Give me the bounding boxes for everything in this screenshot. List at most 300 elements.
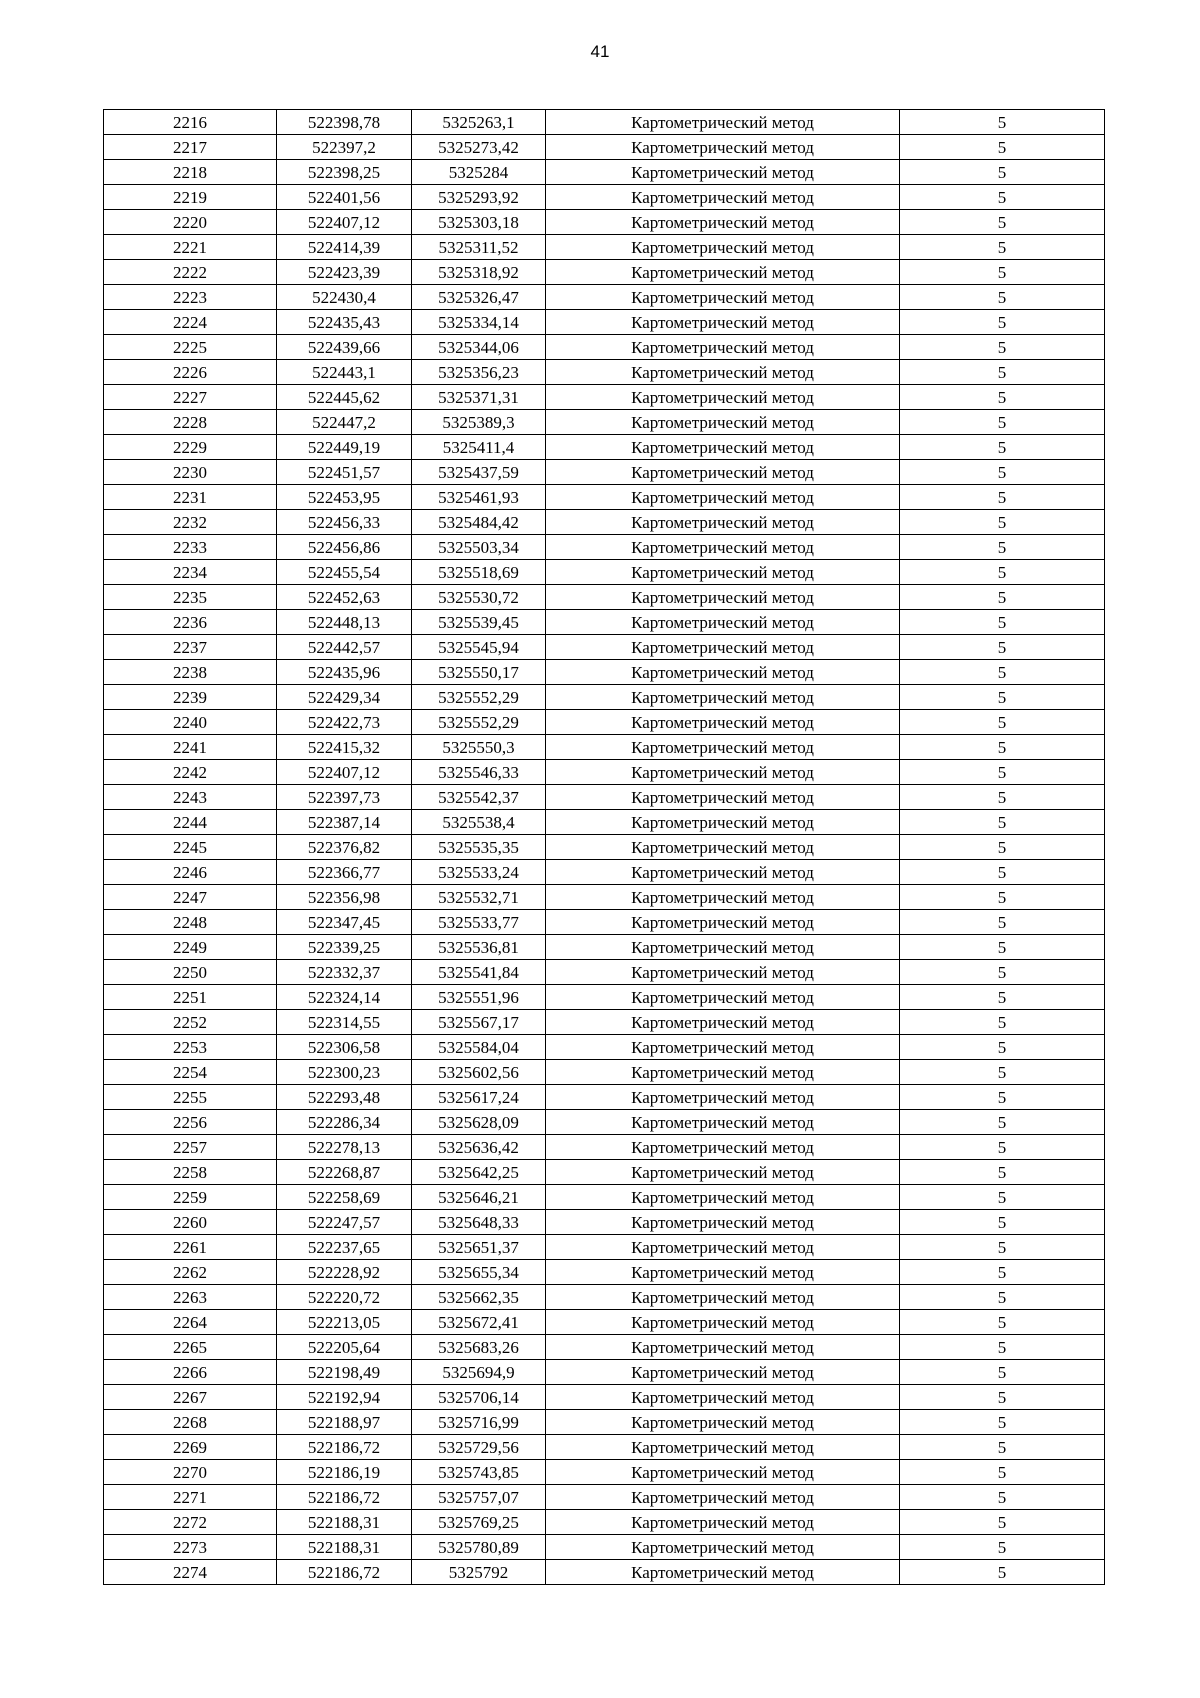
method-cell: Картометрический метод xyxy=(546,260,900,285)
y-coordinate-cell: 5325550,17 xyxy=(412,660,546,685)
method-cell: Картометрический метод xyxy=(546,785,900,810)
table-row xyxy=(104,185,1105,210)
accuracy-cell: 5 xyxy=(900,410,1105,435)
table-row xyxy=(104,135,1105,160)
method-cell: Картометрический метод xyxy=(546,1035,900,1060)
table-row xyxy=(104,435,1105,460)
accuracy-cell: 5 xyxy=(900,1260,1105,1285)
table-row xyxy=(104,1135,1105,1160)
x-coordinate-cell: 522220,72 xyxy=(277,1285,412,1310)
y-coordinate-cell: 5325655,34 xyxy=(412,1260,546,1285)
method-cell: Картометрический метод xyxy=(546,1310,900,1335)
y-coordinate-cell: 5325541,84 xyxy=(412,960,546,985)
accuracy-cell: 5 xyxy=(900,1310,1105,1335)
method-cell: Картометрический метод xyxy=(546,1185,900,1210)
accuracy-cell: 5 xyxy=(900,785,1105,810)
method-cell: Картометрический метод xyxy=(546,635,900,660)
x-coordinate-cell: 522278,13 xyxy=(277,1135,412,1160)
point-number-cell: 2235 xyxy=(104,585,277,610)
accuracy-cell: 5 xyxy=(900,1285,1105,1310)
accuracy-cell: 5 xyxy=(900,835,1105,860)
point-number-cell: 2270 xyxy=(104,1460,277,1485)
table-row xyxy=(104,1510,1105,1535)
accuracy-cell: 5 xyxy=(900,360,1105,385)
point-number-cell: 2233 xyxy=(104,535,277,560)
method-cell: Картометрический метод xyxy=(546,1085,900,1110)
table-row xyxy=(104,585,1105,610)
accuracy-cell: 5 xyxy=(900,585,1105,610)
table-row xyxy=(104,1010,1105,1035)
x-coordinate-cell: 522268,87 xyxy=(277,1160,412,1185)
y-coordinate-cell: 5325636,42 xyxy=(412,1135,546,1160)
method-cell: Картометрический метод xyxy=(546,1560,900,1585)
x-coordinate-cell: 522332,37 xyxy=(277,960,412,985)
accuracy-cell: 5 xyxy=(900,660,1105,685)
point-number-cell: 2248 xyxy=(104,910,277,935)
x-coordinate-cell: 522452,63 xyxy=(277,585,412,610)
x-coordinate-cell: 522376,82 xyxy=(277,835,412,860)
accuracy-cell: 5 xyxy=(900,760,1105,785)
method-cell: Картометрический метод xyxy=(546,435,900,460)
accuracy-cell: 5 xyxy=(900,985,1105,1010)
point-number-cell: 2229 xyxy=(104,435,277,460)
table-row xyxy=(104,1410,1105,1435)
point-number-cell: 2236 xyxy=(104,610,277,635)
point-number-cell: 2265 xyxy=(104,1335,277,1360)
method-cell: Картометрический метод xyxy=(546,810,900,835)
y-coordinate-cell: 5325792 xyxy=(412,1560,546,1585)
method-cell: Картометрический метод xyxy=(546,110,900,135)
point-number-cell: 2262 xyxy=(104,1260,277,1285)
x-coordinate-cell: 522397,2 xyxy=(277,135,412,160)
method-cell: Картометрический метод xyxy=(546,535,900,560)
table-row xyxy=(104,535,1105,560)
point-number-cell: 2273 xyxy=(104,1535,277,1560)
y-coordinate-cell: 5325503,34 xyxy=(412,535,546,560)
y-coordinate-cell: 5325617,24 xyxy=(412,1085,546,1110)
table-row xyxy=(104,710,1105,735)
method-cell: Картометрический метод xyxy=(546,1285,900,1310)
y-coordinate-cell: 5325584,04 xyxy=(412,1035,546,1060)
accuracy-cell: 5 xyxy=(900,1185,1105,1210)
point-number-cell: 2250 xyxy=(104,960,277,985)
method-cell: Картометрический метод xyxy=(546,1510,900,1535)
table-row xyxy=(104,735,1105,760)
accuracy-cell: 5 xyxy=(900,1160,1105,1185)
accuracy-cell: 5 xyxy=(900,260,1105,285)
method-cell: Картометрический метод xyxy=(546,910,900,935)
x-coordinate-cell: 522387,14 xyxy=(277,810,412,835)
y-coordinate-cell: 5325550,3 xyxy=(412,735,546,760)
method-cell: Картометрический метод xyxy=(546,1135,900,1160)
accuracy-cell: 5 xyxy=(900,210,1105,235)
x-coordinate-cell: 522453,95 xyxy=(277,485,412,510)
table-row xyxy=(104,285,1105,310)
table-row xyxy=(104,660,1105,685)
x-coordinate-cell: 522456,33 xyxy=(277,510,412,535)
method-cell: Картометрический метод xyxy=(546,210,900,235)
accuracy-cell: 5 xyxy=(900,1435,1105,1460)
method-cell: Картометрический метод xyxy=(546,710,900,735)
point-number-cell: 2231 xyxy=(104,485,277,510)
method-cell: Картометрический метод xyxy=(546,410,900,435)
method-cell: Картометрический метод xyxy=(546,460,900,485)
x-coordinate-cell: 522188,31 xyxy=(277,1510,412,1535)
point-number-cell: 2230 xyxy=(104,460,277,485)
y-coordinate-cell: 5325536,81 xyxy=(412,935,546,960)
table-row xyxy=(104,1060,1105,1085)
y-coordinate-cell: 5325311,52 xyxy=(412,235,546,260)
y-coordinate-cell: 5325539,45 xyxy=(412,610,546,635)
accuracy-cell: 5 xyxy=(900,810,1105,835)
x-coordinate-cell: 522398,78 xyxy=(277,110,412,135)
y-coordinate-cell: 5325602,56 xyxy=(412,1060,546,1085)
y-coordinate-cell: 5325356,23 xyxy=(412,360,546,385)
table-row xyxy=(104,985,1105,1010)
table-row xyxy=(104,910,1105,935)
table-row xyxy=(104,360,1105,385)
y-coordinate-cell: 5325518,69 xyxy=(412,560,546,585)
method-cell: Картометрический метод xyxy=(546,1360,900,1385)
accuracy-cell: 5 xyxy=(900,485,1105,510)
x-coordinate-cell: 522192,94 xyxy=(277,1385,412,1410)
y-coordinate-cell: 5325344,06 xyxy=(412,335,546,360)
y-coordinate-cell: 5325642,25 xyxy=(412,1160,546,1185)
accuracy-cell: 5 xyxy=(900,235,1105,260)
accuracy-cell: 5 xyxy=(900,1335,1105,1360)
y-coordinate-cell: 5325437,59 xyxy=(412,460,546,485)
y-coordinate-cell: 5325780,89 xyxy=(412,1535,546,1560)
accuracy-cell: 5 xyxy=(900,1410,1105,1435)
table-row xyxy=(104,1485,1105,1510)
point-number-cell: 2269 xyxy=(104,1435,277,1460)
method-cell: Картометрический метод xyxy=(546,1235,900,1260)
table-row xyxy=(104,685,1105,710)
point-number-cell: 2242 xyxy=(104,760,277,785)
method-cell: Картометрический метод xyxy=(546,985,900,1010)
y-coordinate-cell: 5325694,9 xyxy=(412,1360,546,1385)
table-row xyxy=(104,935,1105,960)
x-coordinate-cell: 522347,45 xyxy=(277,910,412,935)
x-coordinate-cell: 522247,57 xyxy=(277,1210,412,1235)
accuracy-cell: 5 xyxy=(900,385,1105,410)
accuracy-cell: 5 xyxy=(900,910,1105,935)
point-number-cell: 2246 xyxy=(104,860,277,885)
accuracy-cell: 5 xyxy=(900,285,1105,310)
page-number: 41 xyxy=(590,42,610,61)
table-row xyxy=(104,960,1105,985)
method-cell: Картометрический метод xyxy=(546,485,900,510)
x-coordinate-cell: 522339,25 xyxy=(277,935,412,960)
x-coordinate-cell: 522422,73 xyxy=(277,710,412,735)
point-number-cell: 2258 xyxy=(104,1160,277,1185)
y-coordinate-cell: 5325411,4 xyxy=(412,435,546,460)
point-number-cell: 2267 xyxy=(104,1385,277,1410)
accuracy-cell: 5 xyxy=(900,1210,1105,1235)
y-coordinate-cell: 5325326,47 xyxy=(412,285,546,310)
y-coordinate-cell: 5325538,4 xyxy=(412,810,546,835)
method-cell: Картометрический метод xyxy=(546,835,900,860)
y-coordinate-cell: 5325567,17 xyxy=(412,1010,546,1035)
table-row xyxy=(104,860,1105,885)
point-number-cell: 2263 xyxy=(104,1285,277,1310)
x-coordinate-cell: 522188,31 xyxy=(277,1535,412,1560)
point-number-cell: 2220 xyxy=(104,210,277,235)
x-coordinate-cell: 522213,05 xyxy=(277,1310,412,1335)
x-coordinate-cell: 522186,72 xyxy=(277,1485,412,1510)
y-coordinate-cell: 5325706,14 xyxy=(412,1385,546,1410)
accuracy-cell: 5 xyxy=(900,310,1105,335)
method-cell: Картометрический метод xyxy=(546,1485,900,1510)
y-coordinate-cell: 5325552,29 xyxy=(412,710,546,735)
method-cell: Картометрический метод xyxy=(546,510,900,535)
x-coordinate-cell: 522442,57 xyxy=(277,635,412,660)
x-coordinate-cell: 522435,96 xyxy=(277,660,412,685)
x-coordinate-cell: 522430,4 xyxy=(277,285,412,310)
accuracy-cell: 5 xyxy=(900,435,1105,460)
table-row xyxy=(104,1085,1105,1110)
x-coordinate-cell: 522306,58 xyxy=(277,1035,412,1060)
y-coordinate-cell: 5325293,92 xyxy=(412,185,546,210)
accuracy-cell: 5 xyxy=(900,560,1105,585)
method-cell: Картометрический метод xyxy=(546,235,900,260)
method-cell: Картометрический метод xyxy=(546,1535,900,1560)
point-number-cell: 2216 xyxy=(104,110,277,135)
method-cell: Картометрический метод xyxy=(546,660,900,685)
y-coordinate-cell: 5325303,18 xyxy=(412,210,546,235)
x-coordinate-cell: 522439,66 xyxy=(277,335,412,360)
table-row xyxy=(104,1560,1105,1585)
method-cell: Картометрический метод xyxy=(546,1060,900,1085)
y-coordinate-cell: 5325334,14 xyxy=(412,310,546,335)
point-number-cell: 2272 xyxy=(104,1510,277,1535)
table-row xyxy=(104,1260,1105,1285)
y-coordinate-cell: 5325729,56 xyxy=(412,1435,546,1460)
y-coordinate-cell: 5325628,09 xyxy=(412,1110,546,1135)
point-number-cell: 2264 xyxy=(104,1310,277,1335)
accuracy-cell: 5 xyxy=(900,1235,1105,1260)
accuracy-cell: 5 xyxy=(900,1560,1105,1585)
accuracy-cell: 5 xyxy=(900,185,1105,210)
x-coordinate-cell: 522451,57 xyxy=(277,460,412,485)
point-number-cell: 2239 xyxy=(104,685,277,710)
x-coordinate-cell: 522448,13 xyxy=(277,610,412,635)
x-coordinate-cell: 522205,64 xyxy=(277,1335,412,1360)
table-row xyxy=(104,1285,1105,1310)
accuracy-cell: 5 xyxy=(900,1035,1105,1060)
y-coordinate-cell: 5325648,33 xyxy=(412,1210,546,1235)
method-cell: Картометрический метод xyxy=(546,1410,900,1435)
point-number-cell: 2222 xyxy=(104,260,277,285)
accuracy-cell: 5 xyxy=(900,1460,1105,1485)
point-number-cell: 2221 xyxy=(104,235,277,260)
x-coordinate-cell: 522237,65 xyxy=(277,1235,412,1260)
accuracy-cell: 5 xyxy=(900,535,1105,560)
point-number-cell: 2217 xyxy=(104,135,277,160)
table-row xyxy=(104,785,1105,810)
point-number-cell: 2218 xyxy=(104,160,277,185)
method-cell: Картометрический метод xyxy=(546,1335,900,1360)
table-row xyxy=(104,1235,1105,1260)
accuracy-cell: 5 xyxy=(900,110,1105,135)
table-row xyxy=(104,760,1105,785)
method-cell: Картометрический метод xyxy=(546,685,900,710)
x-coordinate-cell: 522188,97 xyxy=(277,1410,412,1435)
point-number-cell: 2257 xyxy=(104,1135,277,1160)
x-coordinate-cell: 522366,77 xyxy=(277,860,412,885)
point-number-cell: 2238 xyxy=(104,660,277,685)
y-coordinate-cell: 5325389,3 xyxy=(412,410,546,435)
x-coordinate-cell: 522314,55 xyxy=(277,1010,412,1035)
point-number-cell: 2254 xyxy=(104,1060,277,1085)
table-row xyxy=(104,1035,1105,1060)
point-number-cell: 2260 xyxy=(104,1210,277,1235)
x-coordinate-cell: 522397,73 xyxy=(277,785,412,810)
table-row xyxy=(104,335,1105,360)
accuracy-cell: 5 xyxy=(900,1385,1105,1410)
accuracy-cell: 5 xyxy=(900,610,1105,635)
y-coordinate-cell: 5325551,96 xyxy=(412,985,546,1010)
table-row xyxy=(104,235,1105,260)
point-number-cell: 2227 xyxy=(104,385,277,410)
method-cell: Картометрический метод xyxy=(546,1385,900,1410)
y-coordinate-cell: 5325716,99 xyxy=(412,1410,546,1435)
accuracy-cell: 5 xyxy=(900,735,1105,760)
point-number-cell: 2241 xyxy=(104,735,277,760)
accuracy-cell: 5 xyxy=(900,460,1105,485)
point-number-cell: 2252 xyxy=(104,1010,277,1035)
table-row xyxy=(104,1210,1105,1235)
y-coordinate-cell: 5325683,26 xyxy=(412,1335,546,1360)
x-coordinate-cell: 522455,54 xyxy=(277,560,412,585)
point-number-cell: 2259 xyxy=(104,1185,277,1210)
y-coordinate-cell: 5325546,33 xyxy=(412,760,546,785)
x-coordinate-cell: 522401,56 xyxy=(277,185,412,210)
accuracy-cell: 5 xyxy=(900,1085,1105,1110)
x-coordinate-cell: 522398,25 xyxy=(277,160,412,185)
table-row xyxy=(104,610,1105,635)
y-coordinate-cell: 5325662,35 xyxy=(412,1285,546,1310)
x-coordinate-cell: 522445,62 xyxy=(277,385,412,410)
y-coordinate-cell: 5325757,07 xyxy=(412,1485,546,1510)
accuracy-cell: 5 xyxy=(900,135,1105,160)
point-number-cell: 2247 xyxy=(104,885,277,910)
table-row xyxy=(104,160,1105,185)
table-row xyxy=(104,560,1105,585)
accuracy-cell: 5 xyxy=(900,1135,1105,1160)
point-number-cell: 2243 xyxy=(104,785,277,810)
method-cell: Картометрический метод xyxy=(546,1260,900,1285)
table-row xyxy=(104,1360,1105,1385)
y-coordinate-cell: 5325263,1 xyxy=(412,110,546,135)
point-number-cell: 2268 xyxy=(104,1410,277,1435)
method-cell: Картометрический метод xyxy=(546,360,900,385)
x-coordinate-cell: 522407,12 xyxy=(277,760,412,785)
y-coordinate-cell: 5325743,85 xyxy=(412,1460,546,1485)
x-coordinate-cell: 522286,34 xyxy=(277,1110,412,1135)
accuracy-cell: 5 xyxy=(900,710,1105,735)
table-row xyxy=(104,460,1105,485)
x-coordinate-cell: 522186,72 xyxy=(277,1435,412,1460)
table-row xyxy=(104,835,1105,860)
table-row xyxy=(104,1185,1105,1210)
y-coordinate-cell: 5325371,31 xyxy=(412,385,546,410)
y-coordinate-cell: 5325552,29 xyxy=(412,685,546,710)
x-coordinate-cell: 522447,2 xyxy=(277,410,412,435)
method-cell: Картометрический метод xyxy=(546,1010,900,1035)
x-coordinate-cell: 522293,48 xyxy=(277,1085,412,1110)
y-coordinate-cell: 5325535,35 xyxy=(412,835,546,860)
y-coordinate-cell: 5325651,37 xyxy=(412,1235,546,1260)
table-row xyxy=(104,310,1105,335)
point-number-cell: 2253 xyxy=(104,1035,277,1060)
accuracy-cell: 5 xyxy=(900,1360,1105,1385)
point-number-cell: 2261 xyxy=(104,1235,277,1260)
y-coordinate-cell: 5325769,25 xyxy=(412,1510,546,1535)
x-coordinate-cell: 522356,98 xyxy=(277,885,412,910)
table-row xyxy=(104,110,1105,135)
table-row xyxy=(104,510,1105,535)
coordinates-table xyxy=(103,109,1105,1585)
method-cell: Картометрический метод xyxy=(546,285,900,310)
x-coordinate-cell: 522443,1 xyxy=(277,360,412,385)
table-row xyxy=(104,885,1105,910)
point-number-cell: 2223 xyxy=(104,285,277,310)
table-row xyxy=(104,635,1105,660)
x-coordinate-cell: 522414,39 xyxy=(277,235,412,260)
x-coordinate-cell: 522429,34 xyxy=(277,685,412,710)
x-coordinate-cell: 522415,32 xyxy=(277,735,412,760)
point-number-cell: 2228 xyxy=(104,410,277,435)
y-coordinate-cell: 5325532,71 xyxy=(412,885,546,910)
x-coordinate-cell: 522435,43 xyxy=(277,310,412,335)
table-row xyxy=(104,1335,1105,1360)
y-coordinate-cell: 5325545,94 xyxy=(412,635,546,660)
point-number-cell: 2225 xyxy=(104,335,277,360)
accuracy-cell: 5 xyxy=(900,1110,1105,1135)
point-number-cell: 2232 xyxy=(104,510,277,535)
table-row xyxy=(104,1435,1105,1460)
method-cell: Картометрический метод xyxy=(546,935,900,960)
method-cell: Картометрический метод xyxy=(546,610,900,635)
method-cell: Картометрический метод xyxy=(546,760,900,785)
table-row xyxy=(104,1310,1105,1335)
method-cell: Картометрический метод xyxy=(546,860,900,885)
point-number-cell: 2234 xyxy=(104,560,277,585)
table-row xyxy=(104,810,1105,835)
method-cell: Картометрический метод xyxy=(546,1110,900,1135)
method-cell: Картометрический метод xyxy=(546,1460,900,1485)
accuracy-cell: 5 xyxy=(900,885,1105,910)
x-coordinate-cell: 522186,72 xyxy=(277,1560,412,1585)
y-coordinate-cell: 5325461,93 xyxy=(412,485,546,510)
accuracy-cell: 5 xyxy=(900,1510,1105,1535)
y-coordinate-cell: 5325484,42 xyxy=(412,510,546,535)
point-number-cell: 2255 xyxy=(104,1085,277,1110)
accuracy-cell: 5 xyxy=(900,1535,1105,1560)
y-coordinate-cell: 5325318,92 xyxy=(412,260,546,285)
method-cell: Картометрический метод xyxy=(546,335,900,360)
point-number-cell: 2256 xyxy=(104,1110,277,1135)
x-coordinate-cell: 522423,39 xyxy=(277,260,412,285)
x-coordinate-cell: 522186,19 xyxy=(277,1460,412,1485)
accuracy-cell: 5 xyxy=(900,635,1105,660)
accuracy-cell: 5 xyxy=(900,685,1105,710)
point-number-cell: 2274 xyxy=(104,1560,277,1585)
table-row xyxy=(104,485,1105,510)
x-coordinate-cell: 522456,86 xyxy=(277,535,412,560)
x-coordinate-cell: 522198,49 xyxy=(277,1360,412,1385)
